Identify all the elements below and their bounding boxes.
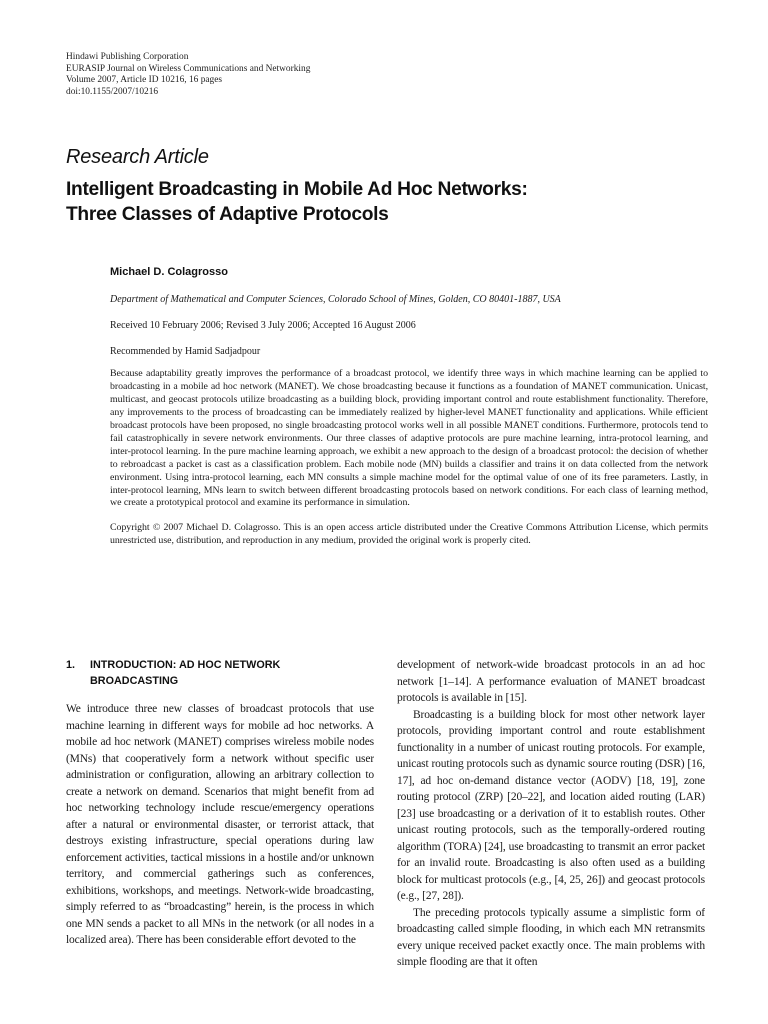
right-column — [397, 657, 705, 971]
article-type: Research Article — [66, 146, 209, 169]
journal-line: EURASIP Journal on Wireless Communications and Networking — [66, 63, 311, 74]
publisher-line: Hindawi Publishing Corporation — [66, 52, 189, 62]
left-column — [66, 657, 374, 949]
right-paragraph-1: development of network-wide broadcast protocols in an ad hoc network [1–14]. A performance evaluation of MANET broadcast protocols is available in [15]. — [397, 659, 705, 704]
abstract-text: Because adaptability greatly improves the performance of a broadcast protocol, we identify three ways in which machine learning can be applied to broadcasting in a mobile ad hoc network (MANET). We chose broadcasting because it functions as a foundation of MANET communication. Unicast, multicast, and geocast protocols utilize broadcasting as a building block, providing important control and route establishment functionality. Therefore, any improvements to the process of broadcasting can be immediately realized by higher-level MANET functionality and applications. While efficient broadcast protocols have been proposed, no single broadcasting protocol works well in all possible MANET conditions. Furthermore, protocols tend to fail catastrophically in severe network environments. Our three classes of adaptive protocols are pure machine learning, intra-protocol learning, and inter-protocol learning. In the pure machine learning approach, we exhibit a new approach to the design of a broadcast protocol: the decision of whether to rebroadcast a packet is cast as a classification problem. Each mobile node (MN) builds a classifier and trains it on data collected from the network environment. Using intra-protocol learning, each MN consults a simple machine model for the optimal value of one of its free parameters. Lastly, in inter-protocol learning, MNs learn to switch between different broadcasting protocols based on network conditions. For each class of learning method, we create a prototypical protocol and examine its performance in simulation. — [110, 368, 708, 509]
front-matter — [110, 265, 708, 548]
body-columns — [66, 657, 708, 1017]
title-line-2: Three Classes of Adaptive Protocols — [66, 204, 389, 226]
paper-page — [66, 52, 708, 548]
journal-header — [66, 52, 708, 98]
right-paragraph-2: Broadcasting is a building block for most other network layer protocols, providing important control and route establishment functionality in a number of unicast routing protocols. For example, unicast routing protocols such as dynamic source routing (DSR) [16, 17], ad hoc on-demand distance vector (AODV) [18, 19], zone routing protocol (ZRP) [20–22], and location aided routing (LAR) [23] use broadcasting or a derivation of it to establish routes. Other unicast routing protocols, such as the temporally-ordered routing algorithm (TORA) [24], use broadcasting to transmit an error packet for an invalid route. Broadcasting is also often used as a building block for multicast protocols (e.g., [4, 25, 26]) and geocast protocols (e.g., [27, 28]). — [397, 708, 705, 902]
title-line-1: Intelligent Broadcasting in Mobile Ad Hoc Networks: — [66, 179, 528, 201]
copyright-notice: Copyright © 2007 Michael D. Colagrosso. This is an open access article distributed under the Creative Commons Attribution License, which permits unrestricted use, distribution, and reproduction in any medium, provided the original work is properly cited. — [110, 522, 708, 547]
volume-line: Volume 2007, Article ID 10216, 16 pages — [66, 75, 223, 86]
doi-line: doi:10.1155/2007/10216 — [66, 86, 159, 97]
section-number: 1. — [66, 659, 76, 671]
submission-dates: Received 10 February 2006; Revised 3 July 2006; Accepted 16 August 2006 — [110, 320, 416, 332]
paper-title — [66, 177, 708, 227]
section-title: INTRODUCTION: AD HOC NETWORK BROADCASTING — [90, 659, 281, 687]
section-heading — [66, 657, 374, 689]
author-name: Michael D. Colagrosso — [110, 266, 228, 279]
intro-paragraph: We introduce three new classes of broadcast protocols that use machine learning in different ways for mobile ad hoc networks. A mobile ad hoc network (MANET) comprises wireless mobile nodes (MNs) that cooperatively form a network without specific user administration or configuration, allowing an arbitrary collection to create a network on demand. Scenarios that might benefit from ad hoc networking technology include rescue/emergency operations after a natural or environmental disaster, or terrorist attack, that destroys existing infrastructure, special operations during law enforcement activities, tactical missions in a hostile and/or unknown territory, and commercial gatherings such as conferences, exhibitions, workshops, and meetings. Network-wide broadcasting, simply referred to as “broadcasting” herein, is the process in which one MN sends a packet to all MNs in the network (or all nodes in a localized area). There has been considerable effort devoted to the — [66, 703, 374, 946]
right-paragraph-3: The preceding protocols typically assume a simplistic form of broadcasting called simple flooding, in which each MN retransmits every unique received packet exactly once. The main problems with simple flooding are that it often — [397, 906, 705, 968]
recommended-by: Recommended by Hamid Sadjadpour — [110, 346, 261, 358]
author-affiliation: Department of Mathematical and Computer Sciences, Colorado School of Mines, Golden, CO 80401-1887, USA — [110, 294, 561, 306]
